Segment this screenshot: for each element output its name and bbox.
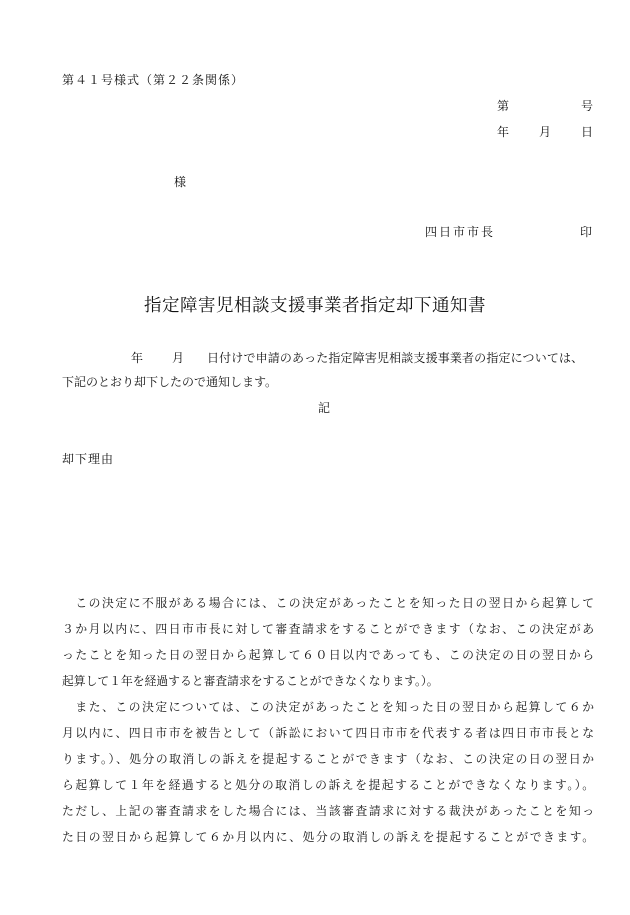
intro-line1-text: 日付けで申請のあった指定障害児相談支援事業者の指定については、 (207, 351, 584, 365)
intro-year: 年 (131, 351, 144, 365)
body-line: 月以内に、四日市市を被告として（訴訟において四日市市を代表する者は四日市市長とな (62, 726, 594, 740)
addressee-suffix: 様 (174, 175, 187, 189)
intro-month: 月 (172, 351, 185, 365)
rejection-reason-label: 却下理由 (62, 452, 115, 466)
date-year: 年 (497, 125, 510, 139)
body-line: ら起算して１年を経過すると処分の取消しの訴えを提起することができなくなります。）。 (62, 778, 594, 792)
body-line: ただし、上記の審査請求をした場合には、当該審査請求に対する裁決があったことを知っ (62, 804, 594, 818)
document-title: 指定障害児相談支援事業者指定却下通知書 (144, 296, 486, 316)
form-number: 第４１号様式（第２２条関係） (62, 73, 245, 87)
doc-number-suffix: 号 (581, 99, 594, 113)
doc-number-prefix: 第 (497, 99, 510, 113)
intro-line-2: 下記のとおり却下したので通知します。 (62, 375, 278, 389)
body-line: ったことを知った日の翌日から起算して６０日以内であっても、この決定の日の翌日から (62, 648, 594, 662)
seal-mark: 印 (580, 225, 593, 239)
date-month: 月 (539, 125, 552, 139)
body-line: ります。）、処分の取消しの訴えを提起することができます（なお、この決定の日の翌日か (62, 752, 594, 766)
date-day: 日 (581, 125, 594, 139)
body-line: この決定に不服がある場合には、この決定があったことを知った日の翌日から起算して (62, 596, 594, 610)
body-line: ３か月以内に、四日市市長に対して審査請求をすることができます（なお、この決定があ (62, 622, 594, 636)
ki-label: 記 (318, 401, 331, 415)
body-line: また、この決定については、この決定があったことを知った日の翌日から起算して６か (62, 700, 594, 714)
body-line: た日の翌日から起算して６か月以内に、処分の取消しの訴えを提起することができます。 (62, 830, 594, 844)
issuer-name: 四日市市長 (425, 225, 496, 239)
body-line: 起算して１年を経過すると審査請求をすることができなくなります。）。 (62, 674, 439, 688)
